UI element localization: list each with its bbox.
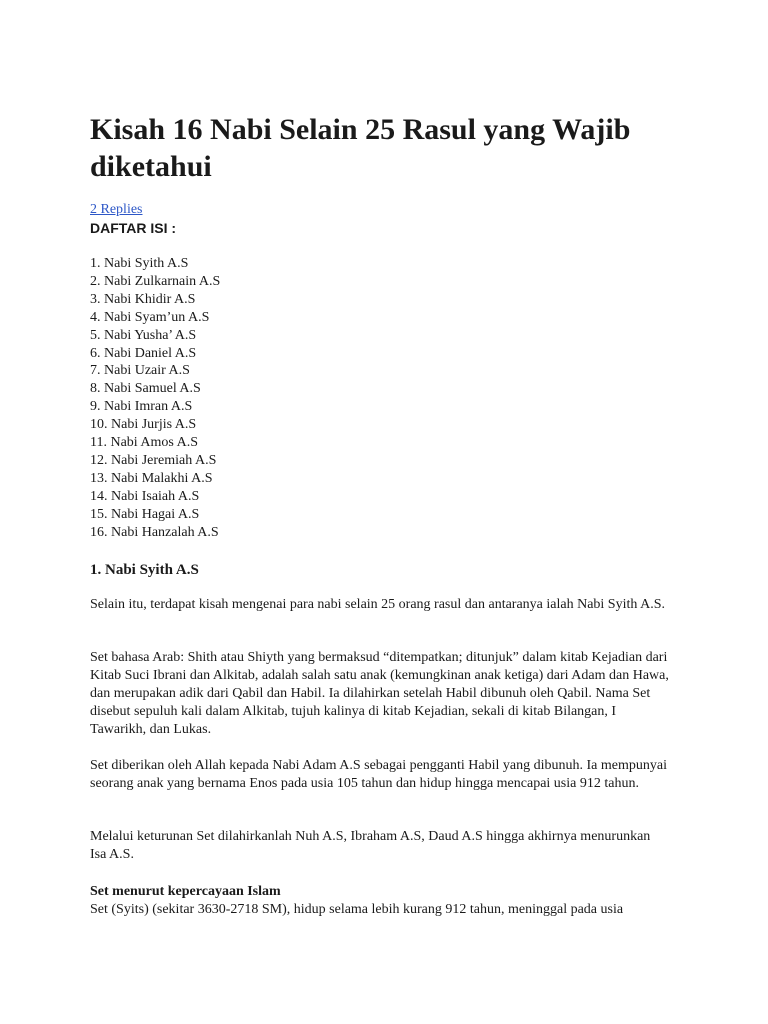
toc-item: 1. Nabi Syith A.S (90, 256, 189, 271)
toc-item: 8. Nabi Samuel A.S (90, 381, 201, 397)
replies-link[interactable]: 2 Replies (90, 202, 143, 217)
paragraph: Set (Syits) (sekitar 3630-2718 SM), hidup selama lebih kurang 912 tahun, meninggal pada usia (90, 902, 624, 917)
toc-item: 16. Nabi Hanzalah A.S (90, 524, 219, 540)
paragraph: Selain itu, terdapat kisah mengenai para nabi selain 25 orang rasul dan antaranya ialah Nabi Syith A.S. (90, 597, 665, 612)
toc-item: 11. Nabi Amos A.S (90, 435, 198, 451)
section-heading: 1. Nabi Syith A.S (90, 562, 199, 578)
sub-heading: Set menurut kepercayaan Islam (90, 884, 281, 899)
toc-item: 3. Nabi Khidir A.S (90, 291, 196, 307)
toc-item: 9. Nabi Imran A.S (90, 399, 193, 415)
toc-item: 2. Nabi Zulkarnain A.S (90, 273, 221, 289)
article-title: Kisah 16 Nabi Selain 25 Rasul yang Wajib diketahui (90, 113, 631, 183)
paragraph: Melalui keturunan Set dilahirkanlah Nuh A.S, Ibraham A.S, Daud A.S hingga akhirnya menurunkan Isa A.S. (90, 829, 651, 862)
toc-item: 15. Nabi Hagai A.S (90, 506, 200, 522)
toc-item: 13. Nabi Malakhi A.S (90, 470, 213, 486)
paragraph: Set bahasa Arab: Shith atau Shiyth yang bermaksud “ditempatkan; ditunjuk” dalam kitab Kejadian dari Kitab Suci Ibrani dan Alkitab, adalah salah satu anak (kemungkinan anak ketiga) dari Adam dan Hawa, dan merupakan adik dari Qabil dan Habil. Ia dilahirkan setelah Habil dibunuh oleh Qabil. Nama Set disebut sepuluh kali dalam Alkitab, tujuh kalinya di kitab Kejadian, sekali di kitab Bilangan, I Tawarikh, dan Lukas. (90, 650, 669, 737)
toc-item: 7. Nabi Uzair A.S (90, 363, 190, 379)
paragraph: Set diberikan oleh Allah kepada Nabi Adam A.S sebagai pengganti Habil yang dibunuh. Ia mempunyai seorang anak yang bernama Enos pada usia 105 tahun dan hidup hingga mencapai usia 912 tahun. (90, 758, 667, 791)
table-of-contents (90, 255, 220, 542)
toc-item: 5. Nabi Yusha’ A.S (90, 327, 197, 343)
toc-item: 4. Nabi Syam’un A.S (90, 309, 210, 325)
toc-item: 12. Nabi Jeremiah A.S (90, 452, 217, 468)
toc-item: 10. Nabi Jurjis A.S (90, 417, 197, 433)
toc-item: 14. Nabi Isaiah A.S (90, 488, 200, 504)
toc-heading: DAFTAR ISI : (90, 220, 177, 236)
toc-item: 6. Nabi Daniel A.S (90, 345, 197, 361)
